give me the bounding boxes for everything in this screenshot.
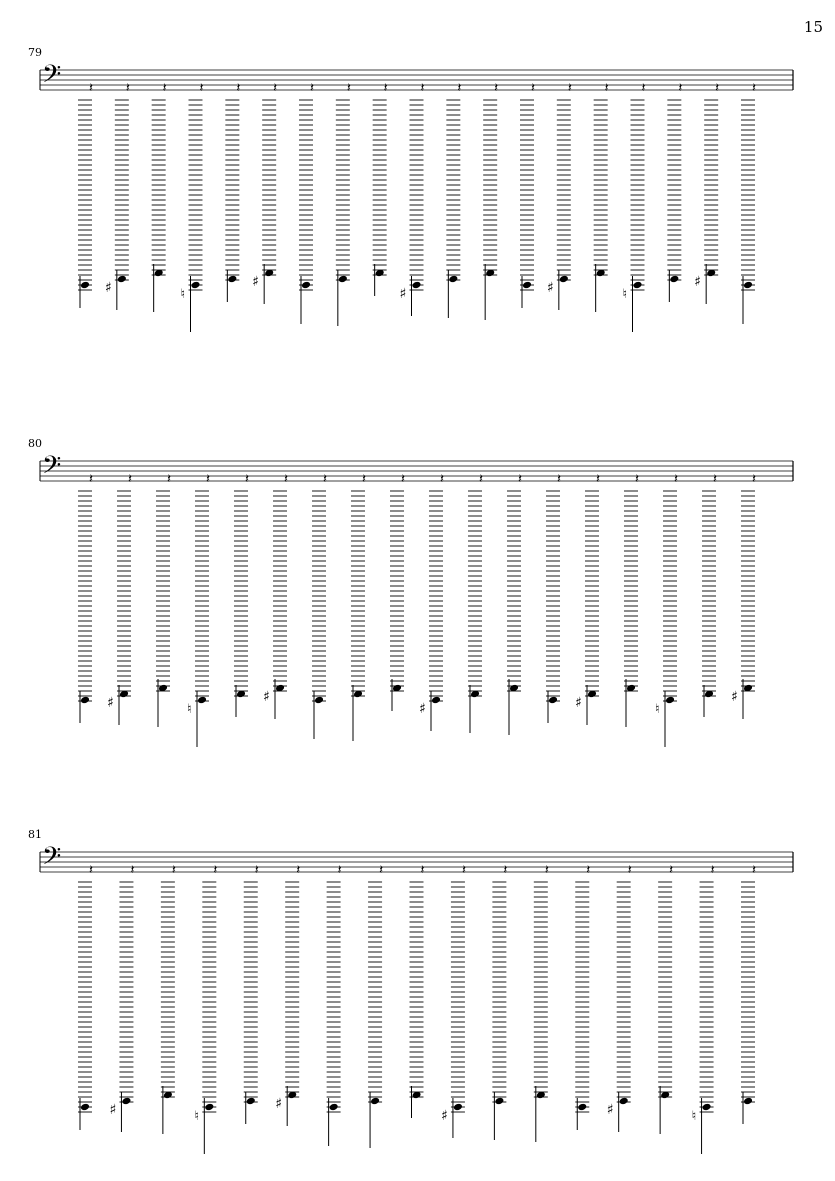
bass-clef-icon: 𝄢 bbox=[42, 60, 62, 95]
note-head bbox=[619, 1097, 629, 1106]
rest-icon: 𝄽 bbox=[457, 81, 462, 96]
note-head bbox=[577, 1103, 587, 1112]
rest-icon: 𝄽 bbox=[310, 81, 314, 96]
rest-icon: 𝄽 bbox=[89, 81, 93, 96]
rest-icon: 𝄽 bbox=[752, 81, 756, 96]
rest-icon: 𝄽 bbox=[440, 472, 444, 487]
sharp-icon: ♯ bbox=[606, 1102, 614, 1118]
note-head bbox=[370, 1097, 380, 1106]
rest-icon: 𝄽 bbox=[346, 81, 351, 96]
chord-column bbox=[109, 863, 134, 1132]
rest-icon: 𝄽 bbox=[567, 81, 572, 96]
rest-icon: 𝄽 bbox=[596, 472, 600, 487]
rest-icon: 𝄽 bbox=[518, 472, 522, 487]
rest-icon: 𝄽 bbox=[752, 472, 756, 487]
chord-column bbox=[275, 863, 300, 1126]
rest-icon: 𝄽 bbox=[245, 472, 249, 487]
chord-column bbox=[368, 863, 383, 1148]
rest-icon: 𝄽 bbox=[544, 863, 549, 878]
note-head bbox=[246, 1097, 256, 1106]
rest-icon: 𝄽 bbox=[461, 863, 466, 878]
rest-icon: 𝄽 bbox=[420, 863, 425, 878]
rest-icon: 𝄽 bbox=[710, 863, 715, 878]
rest-icon: 𝄽 bbox=[236, 81, 241, 96]
rest-icon: 𝄽 bbox=[199, 81, 204, 96]
natural-icon: ♮ bbox=[691, 1109, 697, 1124]
natural-icon: ♮ bbox=[180, 287, 186, 302]
rest-icon: 𝄽 bbox=[715, 81, 720, 96]
note-head bbox=[204, 1103, 214, 1112]
chord-column bbox=[607, 863, 632, 1132]
sharp-icon: ♯ bbox=[575, 695, 582, 711]
rest-icon: 𝄽 bbox=[752, 863, 756, 878]
sharp-icon: ♯ bbox=[694, 274, 701, 290]
sharp-icon: ♯ bbox=[252, 274, 259, 290]
chord-column bbox=[741, 863, 756, 1124]
chord-column bbox=[534, 863, 549, 1142]
note-head bbox=[329, 1103, 339, 1112]
note-head bbox=[453, 1103, 463, 1112]
chord-column bbox=[327, 863, 342, 1146]
rest-icon: 𝄽 bbox=[627, 863, 632, 878]
bass-clef-icon: 𝄢 bbox=[42, 451, 62, 486]
rest-icon: 𝄽 bbox=[284, 472, 288, 487]
chord-column bbox=[244, 863, 259, 1124]
rest-icon: 𝄽 bbox=[206, 472, 210, 487]
page-number: 15 bbox=[803, 18, 823, 36]
rest-icon: 𝄽 bbox=[586, 863, 591, 878]
chord-column bbox=[161, 863, 176, 1134]
sharp-icon: ♯ bbox=[109, 1102, 117, 1118]
rest-icon: 𝄽 bbox=[531, 81, 535, 96]
rest-icon: 𝄽 bbox=[337, 863, 342, 878]
chord-column bbox=[194, 863, 217, 1154]
note-head bbox=[80, 1103, 90, 1112]
sharp-icon: ♯ bbox=[263, 689, 270, 705]
chord-column bbox=[78, 863, 93, 1130]
note-head bbox=[743, 1097, 753, 1106]
rest-icon: 𝄽 bbox=[674, 472, 678, 487]
rest-icon: 𝄽 bbox=[503, 863, 508, 878]
sharp-icon: ♯ bbox=[440, 1108, 448, 1124]
rest-icon: 𝄽 bbox=[167, 472, 171, 487]
sharp-icon: ♯ bbox=[731, 689, 738, 705]
rest-icon: 𝄽 bbox=[125, 81, 130, 96]
rest-icon: 𝄽 bbox=[678, 81, 683, 96]
chord-column bbox=[410, 863, 425, 1118]
sharp-icon: ♯ bbox=[275, 1096, 282, 1112]
measure-number: 79 bbox=[28, 46, 42, 59]
rest-icon: 𝄽 bbox=[401, 472, 405, 487]
rest-icon: 𝄽 bbox=[213, 863, 218, 878]
rest-icon: 𝄽 bbox=[362, 472, 366, 487]
natural-icon: ♮ bbox=[655, 702, 660, 717]
natural-icon: ♮ bbox=[194, 1109, 199, 1124]
rest-icon: 𝄽 bbox=[604, 81, 609, 96]
natural-icon: ♮ bbox=[622, 287, 628, 302]
natural-icon: ♮ bbox=[187, 702, 192, 717]
sharp-icon: ♯ bbox=[104, 280, 112, 296]
rest-icon: 𝄽 bbox=[713, 472, 717, 487]
rest-icon: 𝄽 bbox=[89, 472, 93, 487]
rest-icon: 𝄽 bbox=[635, 472, 639, 487]
sharp-icon: ♯ bbox=[419, 701, 426, 717]
bass-clef-icon: 𝄢 bbox=[42, 842, 62, 877]
rest-icon: 𝄽 bbox=[557, 472, 561, 487]
rest-icon: 𝄽 bbox=[254, 863, 259, 878]
note-head bbox=[702, 1103, 712, 1112]
rest-icon: 𝄽 bbox=[494, 81, 499, 96]
rest-icon: 𝄽 bbox=[130, 863, 135, 878]
rest-icon: 𝄽 bbox=[296, 863, 301, 878]
rest-icon: 𝄽 bbox=[420, 81, 425, 96]
rest-icon: 𝄽 bbox=[383, 81, 388, 96]
rest-icon: 𝄽 bbox=[162, 81, 167, 96]
note-head bbox=[121, 1097, 131, 1106]
chord-column bbox=[441, 863, 466, 1138]
rest-icon: 𝄽 bbox=[669, 863, 674, 878]
rest-icon: 𝄽 bbox=[171, 863, 176, 878]
measure-number: 81 bbox=[28, 828, 42, 841]
rest-icon: 𝄽 bbox=[273, 81, 278, 96]
rest-icon: 𝄽 bbox=[379, 863, 384, 878]
sharp-icon: ♯ bbox=[399, 286, 407, 302]
note-head bbox=[494, 1097, 504, 1106]
rest-icon: 𝄽 bbox=[479, 472, 483, 487]
sharp-icon: ♯ bbox=[546, 280, 554, 296]
chord-column bbox=[692, 863, 715, 1154]
rest-icon: 𝄽 bbox=[323, 472, 327, 487]
chord-column bbox=[575, 863, 590, 1130]
rest-icon: 𝄽 bbox=[128, 472, 132, 487]
chord-column bbox=[658, 863, 673, 1134]
measure-number: 80 bbox=[28, 437, 42, 450]
sharp-icon: ♯ bbox=[107, 695, 114, 711]
rest-icon: 𝄽 bbox=[641, 81, 646, 96]
rest-icon: 𝄽 bbox=[89, 863, 93, 878]
chord-column bbox=[492, 863, 507, 1140]
